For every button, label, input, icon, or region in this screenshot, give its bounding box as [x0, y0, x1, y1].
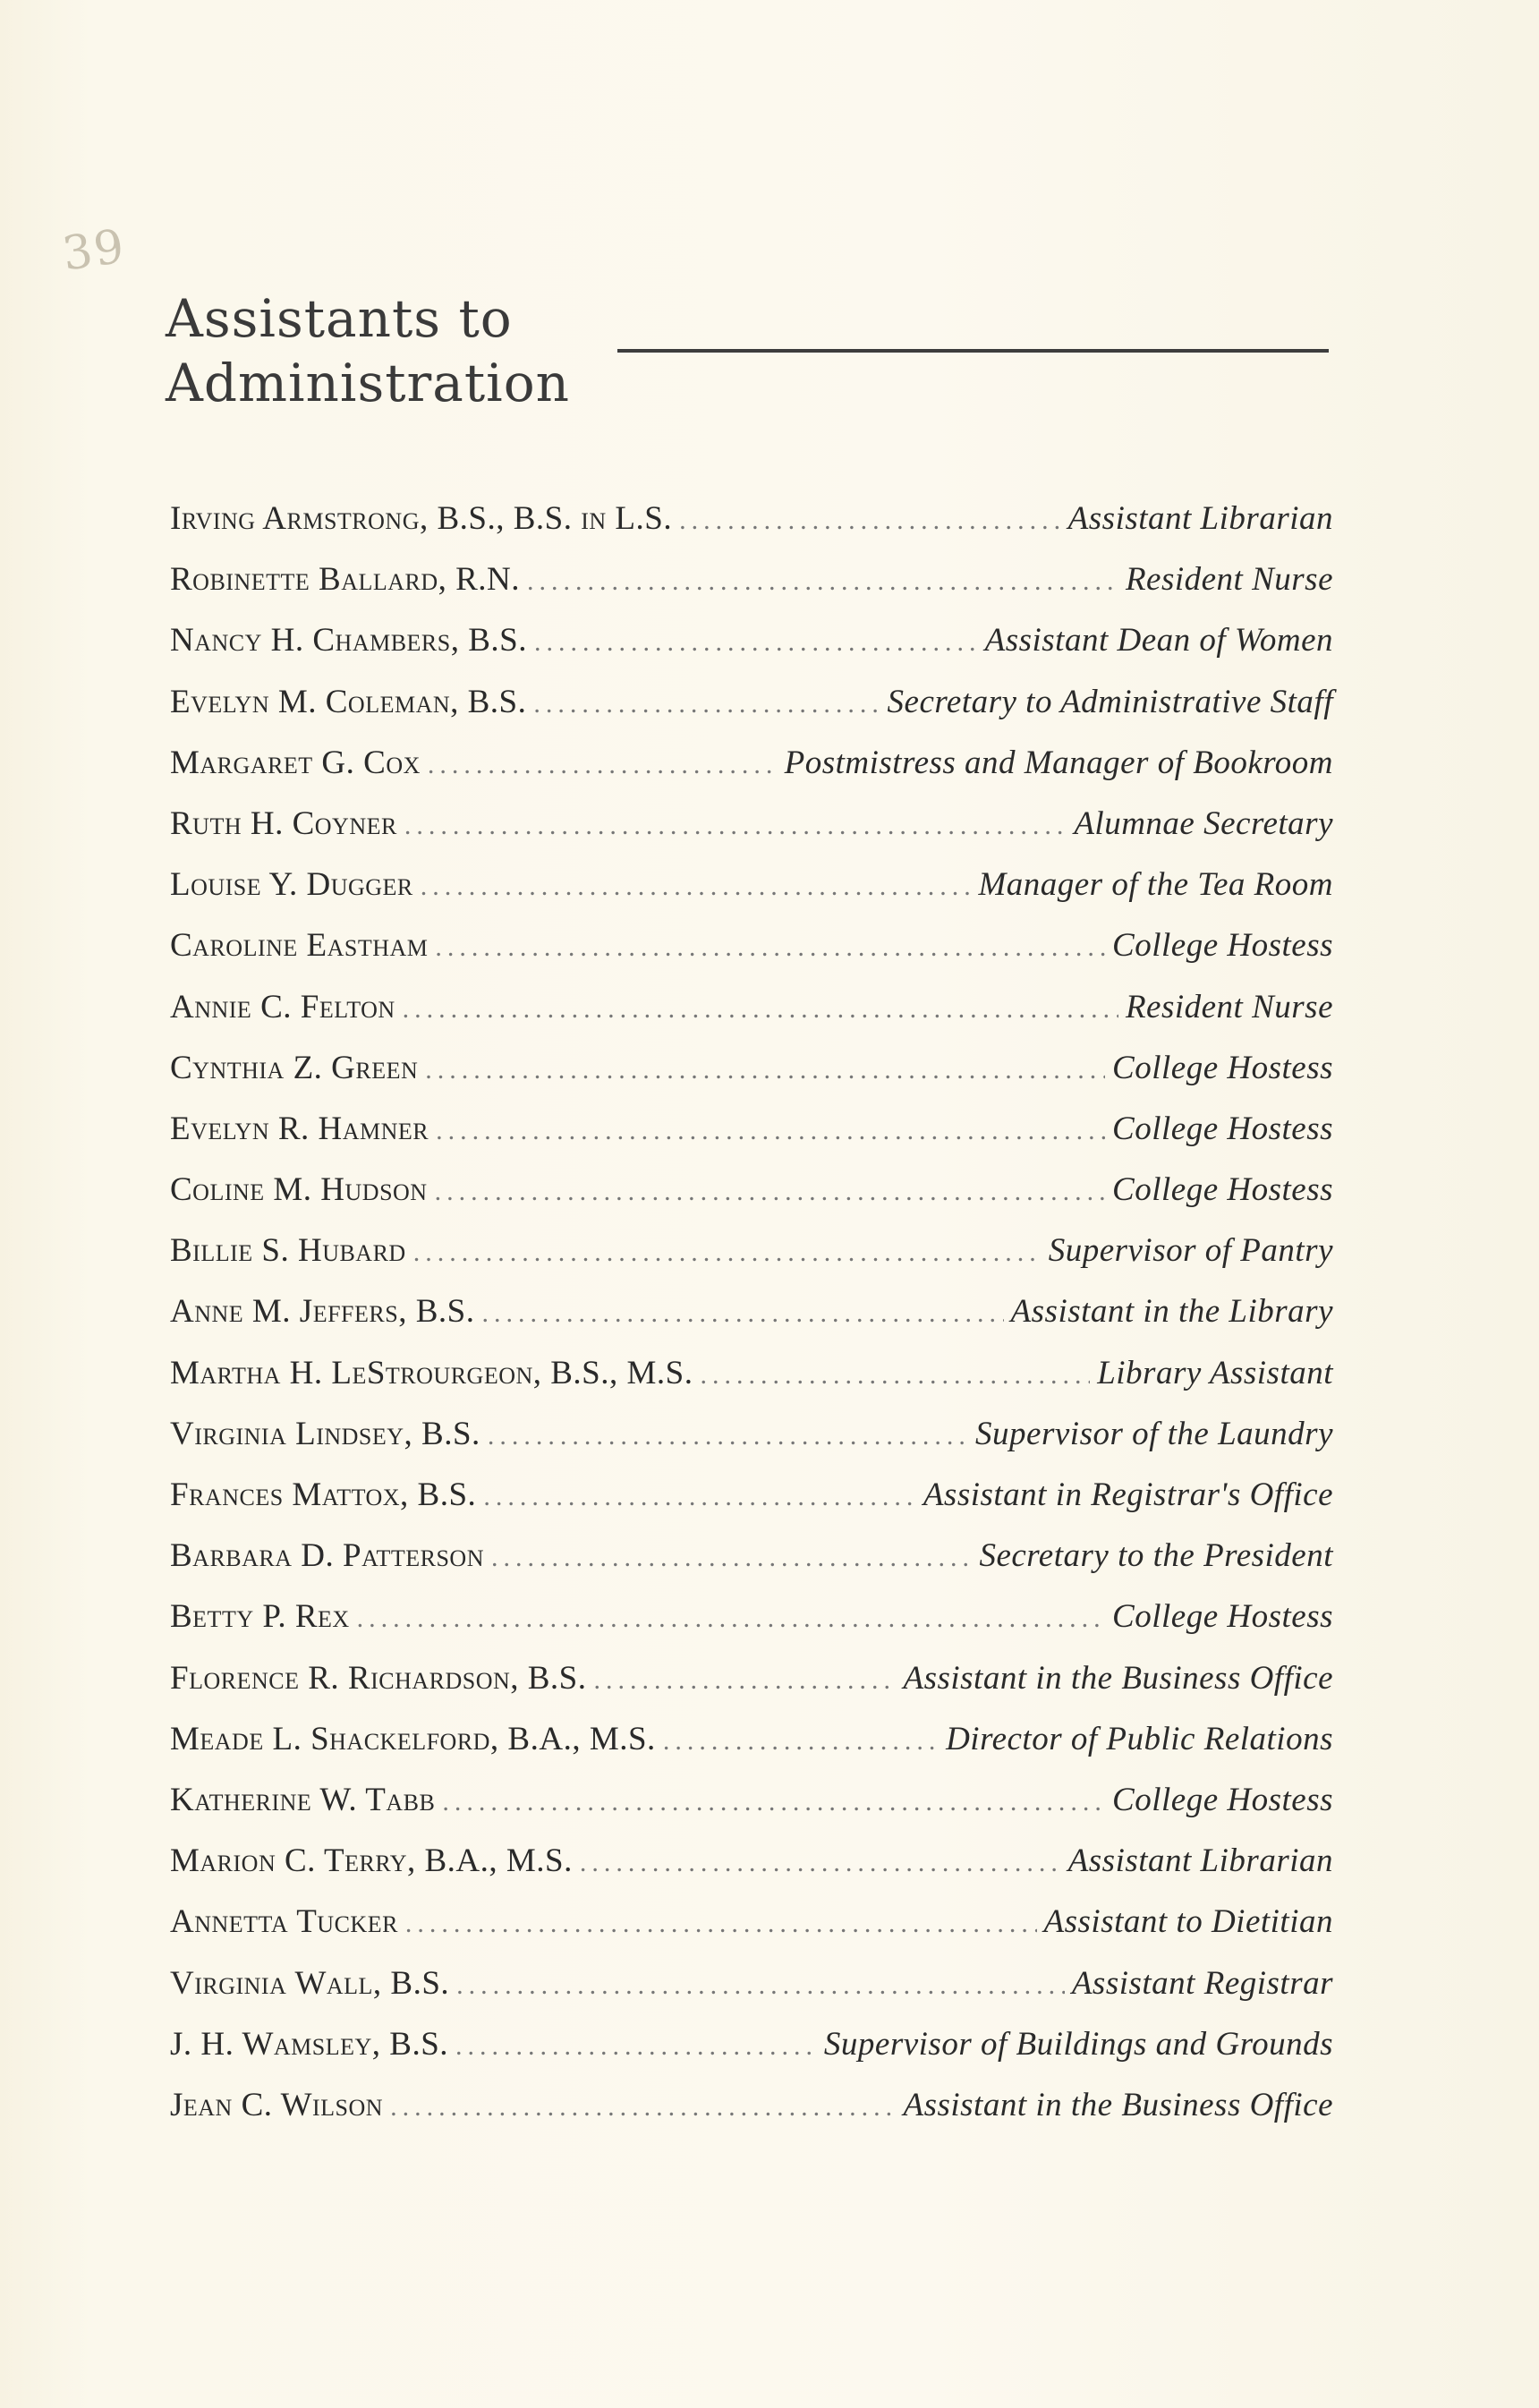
staff-row	[170, 560, 1333, 621]
staff-name: Annie C. Felton	[170, 988, 395, 1025]
staff-name: Florence R. Richardson, B.S.	[170, 1659, 587, 1697]
staff-name: Virginia Wall, B.S.	[170, 1964, 450, 2002]
staff-role: College Hostess	[1112, 1598, 1333, 1636]
page-title	[166, 286, 570, 415]
staff-name: Irving Armstrong, B.S., B.S. in L.S.	[170, 500, 673, 537]
staff-name: Louise Y. Dugger	[170, 866, 413, 904]
dot-leader	[679, 506, 1061, 536]
staff-name: Betty P. Rex	[170, 1598, 350, 1636]
staff-role: Assistant to Dietitian	[1043, 1903, 1333, 1941]
staff-name: Annetta Tucker	[170, 1903, 398, 1941]
staff-row	[170, 1231, 1333, 1292]
staff-row	[170, 1842, 1333, 1902]
staff-row	[170, 804, 1333, 865]
dot-leader	[534, 627, 978, 658]
staff-name: Martha H. LeStrourgeon, B.S., M.S.	[170, 1354, 693, 1391]
staff-name: Meade L. Shackelford, B.A., M.S.	[170, 1720, 656, 1757]
staff-role: College Hostess	[1112, 927, 1333, 965]
staff-role: Secretary to the President	[979, 1537, 1333, 1575]
staff-role: Assistant in the Business Office	[903, 2086, 1333, 2123]
staff-row	[170, 1902, 1333, 1963]
staff-role: College Hostess	[1112, 1110, 1333, 1147]
staff-role: Supervisor of the Laundry	[975, 1415, 1333, 1452]
dot-leader	[700, 1360, 1090, 1391]
dot-leader	[663, 1726, 939, 1757]
staff-name: Anne M. Jeffers, B.S.	[170, 1293, 475, 1331]
staff-role: Assistant Registrar	[1071, 1964, 1333, 2002]
staff-role: Assistant in the Business Office	[903, 1659, 1333, 1697]
staff-row	[170, 1536, 1333, 1597]
staff-name: Evelyn R. Hamner	[170, 1110, 429, 1147]
staff-role: Resident Nurse	[1125, 988, 1333, 1025]
staff-row	[170, 1170, 1333, 1231]
staff-name: Robinette Ballard, R.N.	[170, 561, 521, 599]
staff-role: Resident Nurse	[1125, 561, 1333, 599]
staff-role: Assistant Librarian	[1067, 1842, 1333, 1880]
staff-row	[170, 1720, 1333, 1781]
staff-name: Cynthia Z. Green	[170, 1049, 419, 1086]
staff-row	[170, 926, 1333, 987]
staff-name: Marion C. Terry, B.A., M.S.	[170, 1842, 573, 1880]
staff-row	[170, 1597, 1333, 1658]
staff-name: Katherine W. Tabb	[170, 1781, 436, 1818]
staff-role: Postmistress and Manager of Bookroom	[784, 744, 1333, 781]
staff-row	[170, 2025, 1333, 2086]
staff-list	[170, 499, 1333, 2147]
staff-name: Billie S. Hubard	[170, 1232, 406, 1270]
staff-role: Manager of the Tea Room	[978, 866, 1333, 904]
staff-role: Supervisor of Pantry	[1048, 1232, 1333, 1270]
dot-leader	[390, 2092, 896, 2123]
dot-leader	[488, 1421, 968, 1451]
staff-row	[170, 621, 1333, 682]
dot-leader	[436, 1116, 1105, 1146]
dot-leader	[594, 1665, 897, 1696]
staff-row	[170, 988, 1333, 1049]
staff-role: Assistant in the Library	[1010, 1293, 1333, 1331]
dot-leader	[483, 1482, 916, 1512]
staff-role: Assistant Dean of Women	[984, 622, 1333, 659]
staff-role: Assistant in Registrar's Office	[923, 1476, 1333, 1513]
dot-leader	[428, 750, 778, 780]
staff-role: College Hostess	[1112, 1049, 1333, 1086]
staff-name: Frances Mattox, B.S.	[170, 1476, 477, 1513]
staff-role: Supervisor of Buildings and Grounds	[823, 2025, 1333, 2063]
staff-role: College Hostess	[1112, 1171, 1333, 1209]
handwritten-page-number: 39	[59, 219, 130, 282]
dot-leader	[425, 1055, 1105, 1085]
dot-leader	[527, 566, 1118, 597]
staff-role: Assistant Librarian	[1067, 500, 1333, 537]
title-rule	[617, 349, 1329, 353]
staff-name: Jean C. Wilson	[170, 2086, 384, 2123]
dot-leader	[455, 2031, 817, 2062]
dot-leader	[404, 811, 1067, 841]
dot-leader	[456, 1970, 1065, 2001]
staff-role: Library Assistant	[1097, 1354, 1333, 1391]
staff-row	[170, 1292, 1333, 1353]
staff-row	[170, 1415, 1333, 1476]
dot-leader	[403, 994, 1118, 1025]
dot-leader	[533, 689, 880, 719]
dot-leader	[435, 932, 1105, 963]
staff-name: Caroline Eastham	[170, 927, 429, 965]
staff-name: Margaret G. Cox	[170, 744, 421, 781]
staff-row	[170, 1964, 1333, 2025]
staff-row	[170, 1354, 1333, 1415]
staff-row	[170, 744, 1333, 804]
dot-leader	[413, 1238, 1042, 1268]
staff-name: Evelyn M. Coleman, B.S.	[170, 683, 527, 720]
dot-leader	[491, 1543, 972, 1573]
staff-name: Ruth H. Coyner	[170, 804, 397, 842]
staff-role: College Hostess	[1112, 1781, 1333, 1818]
staff-name: Virginia Lindsey, B.S.	[170, 1415, 480, 1452]
dot-leader	[435, 1177, 1105, 1207]
dot-leader	[481, 1298, 1003, 1329]
staff-name: Nancy H. Chambers, B.S.	[170, 622, 527, 659]
staff-role: Alumnae Secretary	[1074, 804, 1333, 842]
staff-role: Secretary to Administrative Staff	[887, 683, 1333, 720]
dot-leader	[357, 1604, 1105, 1634]
page-title-line-2: Administration	[166, 353, 570, 413]
staff-name: J. H. Wamsley, B.S.	[170, 2025, 449, 2063]
staff-row	[170, 1110, 1333, 1170]
page-title-line-1: Assistants to	[166, 288, 513, 349]
staff-row	[170, 1659, 1333, 1720]
dot-leader	[580, 1848, 1061, 1878]
dot-leader	[442, 1787, 1105, 1817]
dot-leader	[405, 1909, 1037, 1939]
staff-role: Director of Public Relations	[946, 1720, 1333, 1757]
staff-row	[170, 683, 1333, 744]
staff-row	[170, 2086, 1333, 2147]
staff-row	[170, 1476, 1333, 1536]
staff-row	[170, 499, 1333, 560]
staff-row	[170, 865, 1333, 926]
staff-row	[170, 1049, 1333, 1110]
staff-row	[170, 1781, 1333, 1842]
staff-name: Coline M. Hudson	[170, 1171, 428, 1209]
staff-name: Barbara D. Patterson	[170, 1537, 484, 1575]
dot-leader	[421, 872, 972, 902]
